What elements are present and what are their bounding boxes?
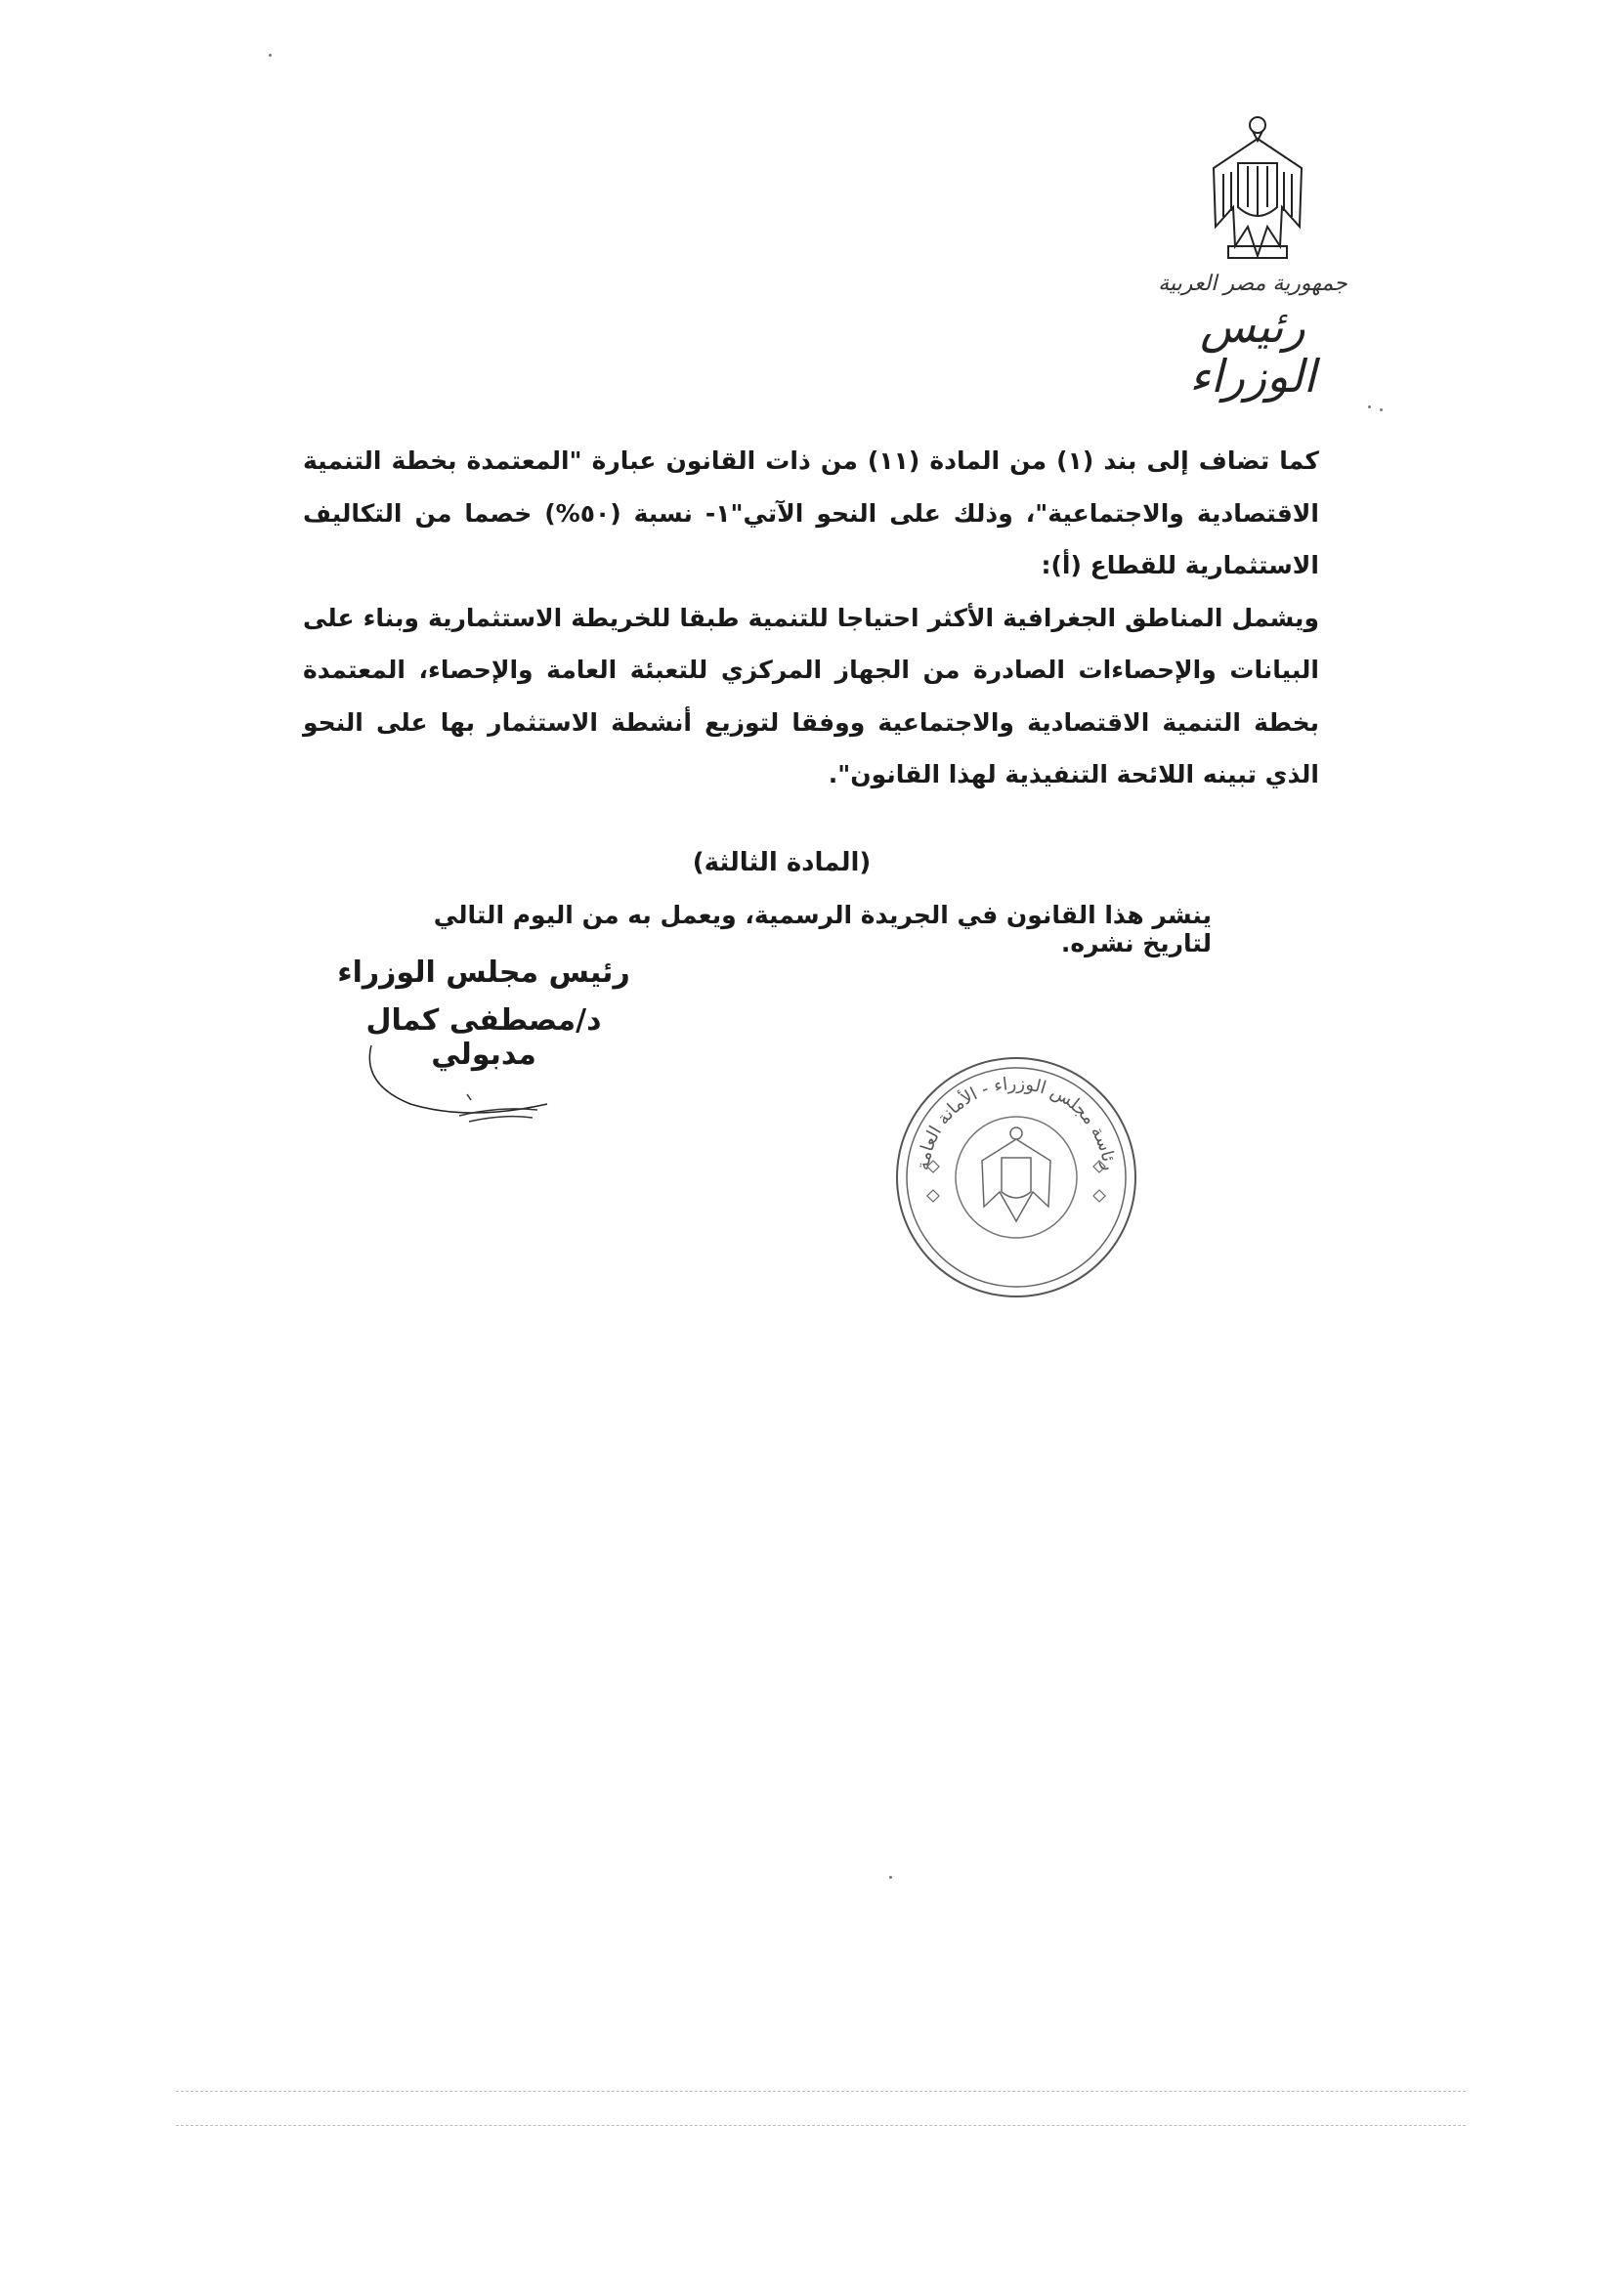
- handwritten-signature: [352, 1016, 577, 1133]
- signatory-name: د/مصطفى كمال مدبولي: [365, 1003, 602, 1072]
- footer-rule: [176, 2125, 1466, 2126]
- footer-rule: [176, 2091, 1466, 2092]
- letterhead: [1145, 272, 1360, 401]
- country-name: جمهورية مصر العربية: [1158, 272, 1347, 296]
- eagle-emblem-icon: [1204, 109, 1311, 266]
- official-seal: [884, 1045, 1148, 1309]
- regions-paragraph: ويشمل المناطق الجغرافية الأكثر احتياجا للتنمية طبقا للخريطة الاستثمارية وبناء على البيانات والإحصاءات الصادرة من الجهاز المركزي للتعبئة العامة والإحصاء، المعتمدة بخطة التنمية الاقتصادية والاجتماعية ووفقا لتوزيع أنشطة الاستثمار بها على النحو الذي تبينه اللائحة التنفيذية لهذا القانون".: [303, 603, 1319, 788]
- scan-speck: [269, 54, 272, 57]
- article-heading: (المادة الثالثة): [692, 848, 872, 877]
- seal-eagle-icon: [982, 1127, 1050, 1221]
- signatory-title: رئيس مجلس الوزراء: [337, 956, 630, 990]
- decree-body: [303, 435, 1319, 801]
- scan-speck: [1368, 405, 1371, 408]
- publication-clause: ينشر هذا القانون في الجريدة الرسمية، ويعمل به من اليوم التالي لتاريخ نشره.: [433, 901, 1212, 957]
- svg-text:رئاسة مجلس الوزراء - الأمانة ا: [913, 1074, 1120, 1171]
- office-title: رئيس الوزراء: [1189, 300, 1316, 403]
- seal-text: رئاسة مجلس الوزراء - الأمانة العامة: [913, 1073, 1120, 1172]
- scan-speck: [1380, 408, 1383, 411]
- scan-speck: [889, 1876, 892, 1879]
- amendment-paragraph: كما تضاف إلى بند (١) من المادة (١١) من ذات القانون عبارة "المعتمدة بخطة التنمية الاقتصادية والاجتماعية"، وذلك على النحو الآتي"١- نسبة (٥٠%) خصما من التكاليف الاستثمارية للقطاع (أ):: [303, 446, 1319, 579]
